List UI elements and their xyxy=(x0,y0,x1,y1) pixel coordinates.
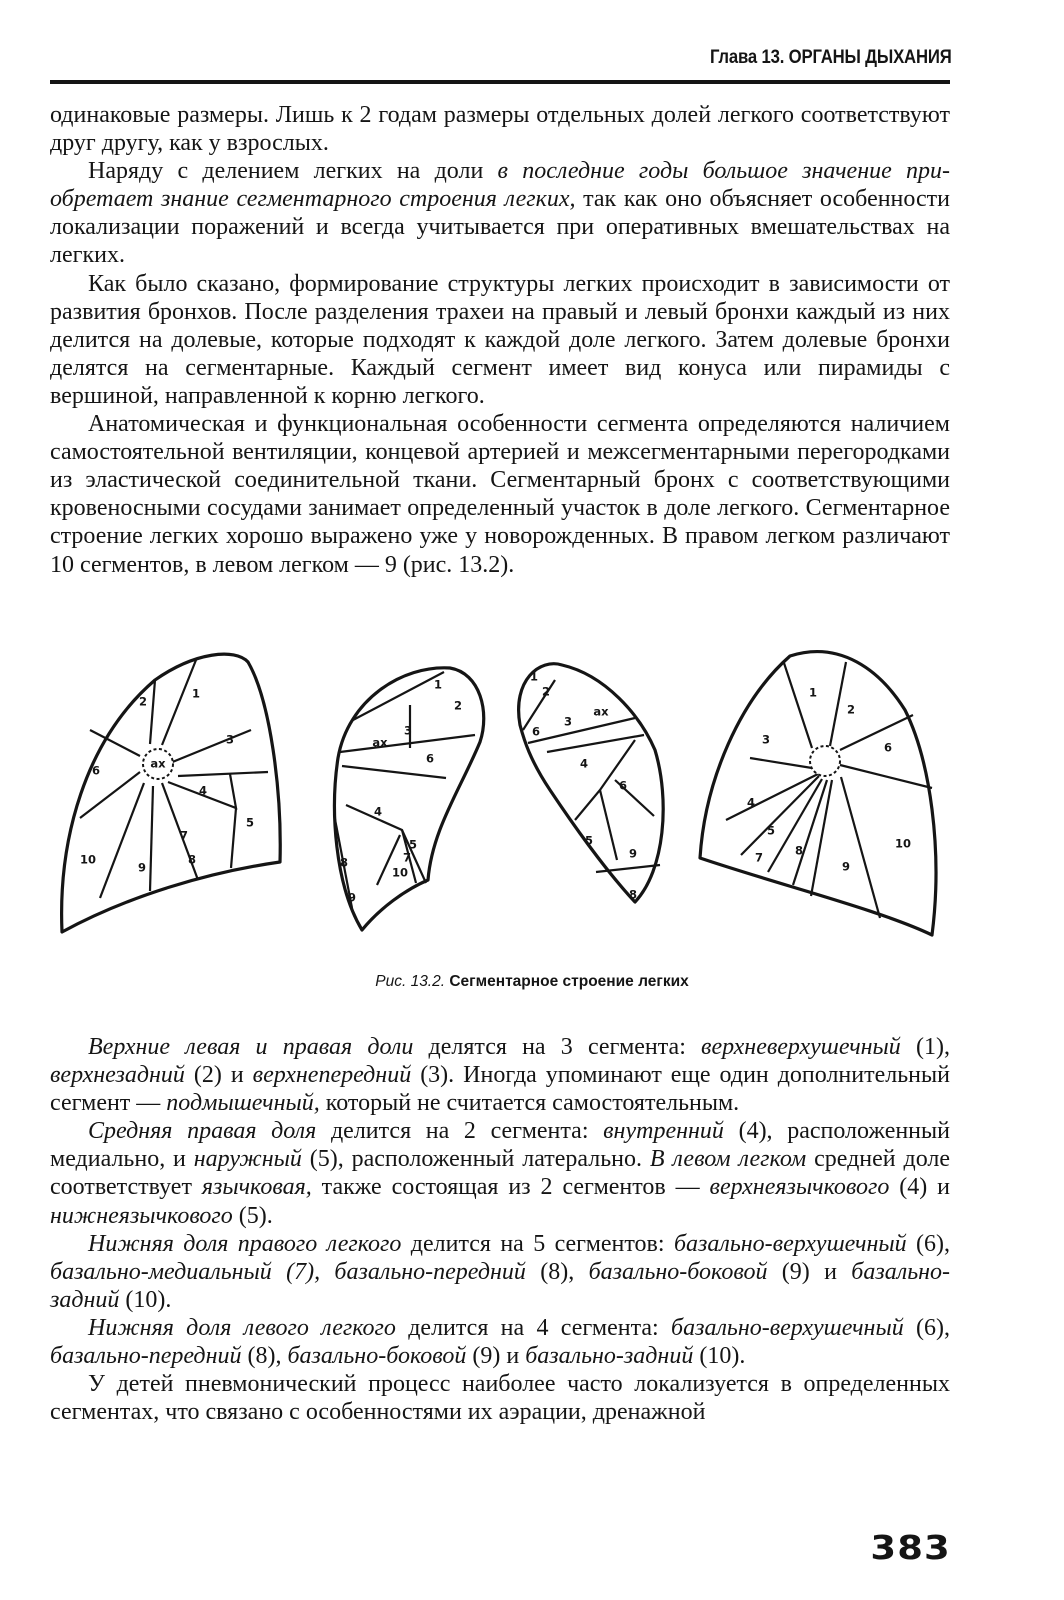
seg-label: 1 xyxy=(808,685,818,700)
page-number: 383 xyxy=(870,1528,951,1567)
paragraph xyxy=(50,1230,950,1314)
seg-label: 1 xyxy=(433,677,443,692)
italic-run: базально-боковой xyxy=(588,1258,768,1285)
text-run: который не считается самостоятельным. xyxy=(319,1090,740,1117)
seg-label: 9 xyxy=(628,846,638,861)
text-run: делится на 5 сегментов: xyxy=(401,1230,674,1257)
italic-run: верхнеязычкового xyxy=(709,1174,890,1201)
italic-run: нижнеязычкового xyxy=(50,1202,233,1229)
seg-label: 6 xyxy=(91,763,101,778)
italic-run: наружный xyxy=(193,1146,302,1173)
italic-run: базально-задний xyxy=(50,1258,951,1313)
italic-run: Нижняя доля правого легкого xyxy=(88,1230,402,1257)
seg-label: 7 xyxy=(179,828,189,843)
text-run: (6), xyxy=(906,1230,951,1257)
text-run: (6), xyxy=(903,1314,950,1341)
seg-label: 4 xyxy=(746,795,756,810)
seg-label: 10 xyxy=(79,852,97,867)
text-run: (8), xyxy=(525,1258,589,1285)
seg-label: 4 xyxy=(373,804,383,819)
seg-label: 3 xyxy=(761,732,771,747)
text-run: (5), расположенный латерально. xyxy=(301,1146,650,1173)
header-rule xyxy=(50,80,950,84)
italic-run: подмышечный, xyxy=(166,1090,320,1117)
text-run: (9) и xyxy=(767,1258,852,1285)
text-run: делятся на 3 сегмента: xyxy=(413,1034,702,1060)
seg-label: 4 xyxy=(579,756,589,771)
diagram-right-lung-lateral xyxy=(62,654,281,932)
running-head: Глава 13. ОРГАНЫ ДЫХАНИЯ xyxy=(710,47,952,68)
seg-label: 10 xyxy=(391,865,409,880)
seg-label: 1 xyxy=(191,686,201,701)
seg-label: 5 xyxy=(766,823,776,838)
seg-label: 10 xyxy=(894,836,912,851)
italic-run: базально-верхушечный xyxy=(673,1230,907,1257)
text-run: Анатомическая и функциональная особенности сегмента определяются наличием самостоятельной вентиляции, концевой артерией и межсегментарными перегородками из эластической соединительной ткани. Сегментарный бронх с соответствующими кровеносными сосудами занимает определенный участок в доле легкого. Сегментарное строение легких хорошо выражено уже у новорожденных. В правом легком различают 10 сегментов, в левом легком — 9 (рис. 13.2). xyxy=(50,411,950,578)
text-run: (8), xyxy=(241,1343,288,1370)
text-run: У детей пневмонический процесс наиболее часто локализуется в определенных сегментах, что связано с особенностями их аэрации, дренажной xyxy=(50,1371,950,1426)
seg-label: ax xyxy=(150,756,166,771)
text-run: средней доле соответствует xyxy=(50,1146,950,1201)
diagram-left-lung-medial xyxy=(519,664,664,902)
seg-label: 6 xyxy=(883,740,893,755)
seg-label: 2 xyxy=(541,684,551,699)
seg-label: 9 xyxy=(841,859,851,874)
text-run: Наряду с делением легких на доли xyxy=(88,158,498,185)
text-run: (10). xyxy=(119,1286,172,1313)
seg-label: 9 xyxy=(347,890,357,905)
italic-run: Нижняя доля левого легкого xyxy=(88,1314,396,1341)
seg-label: 1 xyxy=(529,669,539,684)
seg-label: 9 xyxy=(137,860,147,875)
seg-label: 2 xyxy=(453,698,463,713)
text-run: делится на 4 сегмента: xyxy=(395,1314,672,1341)
seg-label: 2 xyxy=(846,702,856,717)
seg-label: 4 xyxy=(198,783,208,798)
paragraph xyxy=(50,410,950,579)
paragraph xyxy=(50,157,950,269)
seg-label: 3 xyxy=(403,723,413,738)
seg-label: 2 xyxy=(138,694,148,709)
italic-run: верхнезадний xyxy=(50,1062,185,1089)
italic-run: внутренний xyxy=(603,1118,724,1145)
body-text-top xyxy=(50,101,950,579)
italic-run: базально-боковой xyxy=(287,1343,467,1370)
paragraph xyxy=(50,1314,950,1370)
paragraph xyxy=(50,1117,950,1229)
italic-run: базально-верхушечный xyxy=(671,1314,904,1341)
diagram-right-lung-medial xyxy=(334,668,484,930)
text-run: (3). Иногда упоминают еще один дополнительный сегмент — xyxy=(50,1062,950,1117)
text-run: Как было сказано, формирование структуры легких происходит в зависимости от развития бронхов. После разделения трахеи на правый и левый бронхи каждый из них делится на долевые, которые подходят к каждой доле легкого. Затем долевые бронхи делятся на сегментарные. Каждый сегмент имеет вид конуса или пирамиды с вершиной, направленной к корню легкого. xyxy=(50,270,950,409)
italic-run: базально-медиальный (7), базально-передний xyxy=(50,1258,526,1285)
text-run: (4) и xyxy=(889,1174,950,1201)
text-run: делится на 2 сегмента: xyxy=(316,1118,604,1145)
figure-caption xyxy=(0,973,1064,991)
text-run: (4), расположенный медиально, и xyxy=(50,1118,950,1173)
seg-label: 5 xyxy=(245,815,255,830)
body-text-bottom xyxy=(50,1033,950,1426)
caption-number: Рис. 13.2. xyxy=(375,973,446,990)
text-run: также состоящая из 2 сегментов — xyxy=(311,1174,710,1201)
italic-run: верхнепередний xyxy=(252,1062,412,1089)
paragraph xyxy=(50,101,950,157)
seg-label: 5 xyxy=(408,837,418,852)
lung-segments-figure xyxy=(50,640,950,940)
seg-label: 8 xyxy=(628,887,638,902)
caption-text: Сегментарное строение легких xyxy=(449,973,689,990)
text-run: (9) и xyxy=(466,1343,526,1370)
paragraph xyxy=(50,270,950,410)
paragraph xyxy=(50,1370,950,1426)
italic-run: в последние годы большое значение приобретает знание сегментарного строения легких, xyxy=(50,158,951,213)
seg-label: 8 xyxy=(339,855,349,870)
italic-run: язычковая, xyxy=(201,1174,312,1201)
italic-run: базально-передний xyxy=(50,1343,242,1370)
diagram-left-lung-lateral xyxy=(700,652,936,935)
lung-segments-diagram xyxy=(50,640,950,940)
text-run: одинаковые размеры. Лишь к 2 годам размеры отдельных долей легкого соответствуют друг другу, как у взрослых. xyxy=(50,102,950,157)
seg-label: 8 xyxy=(187,852,197,867)
seg-label: 7 xyxy=(754,850,764,865)
italic-run: верхневерхушечный xyxy=(701,1034,901,1060)
seg-label: ax xyxy=(593,704,609,719)
seg-label: 5 xyxy=(584,833,594,848)
seg-label: 6 xyxy=(425,751,435,766)
italic-run: Средняя правая доля xyxy=(88,1118,317,1145)
text-run: (5). xyxy=(232,1202,273,1229)
seg-label: 6 xyxy=(531,724,541,739)
paragraph xyxy=(50,1033,950,1117)
italic-run: Верхние левая и правая доли xyxy=(88,1034,414,1060)
seg-label: ax xyxy=(372,735,388,750)
text-run: (10). xyxy=(693,1343,746,1370)
text-run: так как оно объясняет особенности локализации поражений и всегда учитывается при оперативных вмешательствах на легких. xyxy=(50,186,950,269)
seg-label: 7 xyxy=(402,850,412,865)
italic-run: базально-задний xyxy=(525,1343,694,1370)
text-run: (2) и xyxy=(184,1062,253,1089)
seg-label: 6 xyxy=(618,778,628,793)
seg-label: 3 xyxy=(225,732,235,747)
seg-label: 3 xyxy=(563,714,573,729)
seg-label: 8 xyxy=(794,843,804,858)
text-run: (1), xyxy=(900,1034,950,1060)
italic-run: В левом легком xyxy=(649,1146,807,1173)
